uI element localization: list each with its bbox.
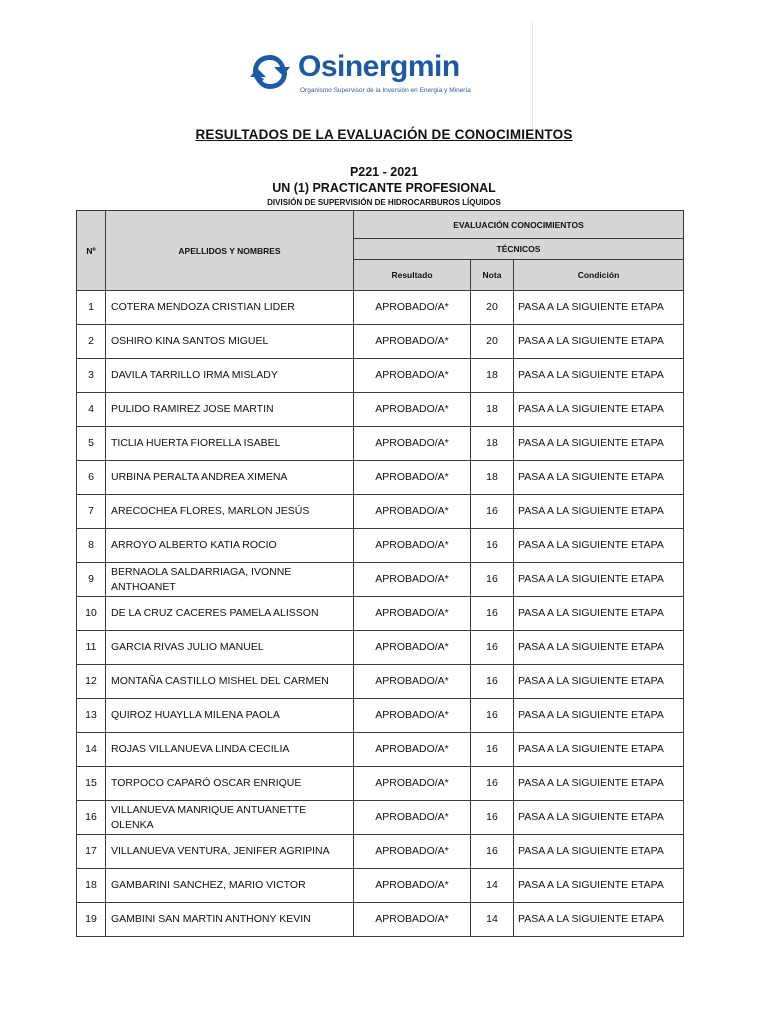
row-name: MONTAÑA CASTILLO MISHEL DEL CARMEN [106, 665, 354, 699]
row-grade: 16 [471, 631, 514, 665]
row-grade: 20 [471, 291, 514, 325]
document-title: RESULTADOS DE LA EVALUACIÓN DE CONOCIMIENTOS [195, 127, 573, 142]
row-result: APROBADO/A* [354, 461, 471, 495]
division-name: DIVISIÓN DE SUPERVISIÓN DE HIDROCARBUROS LÍQUIDOS [267, 198, 501, 207]
row-condition: PASA A LA SIGUIENTE ETAPA [514, 529, 684, 563]
row-result: APROBADO/A* [354, 495, 471, 529]
row-grade: 16 [471, 529, 514, 563]
row-result: APROBADO/A* [354, 359, 471, 393]
row-grade: 16 [471, 665, 514, 699]
row-number: 18 [77, 869, 106, 903]
row-result: APROBADO/A* [354, 767, 471, 801]
table-row [77, 869, 684, 903]
header-evaluation-group: EVALUACIÓN CONOCIMIENTOS [354, 211, 684, 239]
header-result: Resultado [354, 260, 471, 291]
row-grade: 18 [471, 461, 514, 495]
row-name: URBINA PERALTA ANDREA XIMENA [106, 461, 354, 495]
row-number: 9 [77, 563, 106, 597]
row-condition: PASA A LA SIGUIENTE ETAPA [514, 461, 684, 495]
row-number: 11 [77, 631, 106, 665]
row-result: APROBADO/A* [354, 869, 471, 903]
row-grade: 16 [471, 495, 514, 529]
row-grade: 16 [471, 801, 514, 835]
row-grade: 14 [471, 869, 514, 903]
row-name: COTERA MENDOZA CRISTIAN LIDER [106, 291, 354, 325]
row-result: APROBADO/A* [354, 903, 471, 937]
row-condition: PASA A LA SIGUIENTE ETAPA [514, 903, 684, 937]
row-grade: 18 [471, 393, 514, 427]
row-name: ROJAS VILLANUEVA LINDA CECILIA [106, 733, 354, 767]
header-names: APELLIDOS Y NOMBRES [106, 211, 354, 291]
row-number: 10 [77, 597, 106, 631]
row-result: APROBADO/A* [354, 801, 471, 835]
row-name: TICLIA HUERTA FIORELLA ISABEL [106, 427, 354, 461]
row-result: APROBADO/A* [354, 325, 471, 359]
table-row [77, 529, 684, 563]
row-condition: PASA A LA SIGUIENTE ETAPA [514, 597, 684, 631]
row-grade: 18 [471, 427, 514, 461]
row-condition: PASA A LA SIGUIENTE ETAPA [514, 665, 684, 699]
table-row [77, 325, 684, 359]
row-condition: PASA A LA SIGUIENTE ETAPA [514, 835, 684, 869]
header-grade: Nota [471, 260, 514, 291]
row-number: 13 [77, 699, 106, 733]
row-result: APROBADO/A* [354, 631, 471, 665]
osinergmin-logo [248, 48, 508, 100]
header-technical-subgroup: TÉCNICOS [354, 239, 684, 260]
process-code: P221 - 2021 [349, 165, 419, 179]
table-row [77, 767, 684, 801]
table-row [77, 631, 684, 665]
results-body [77, 291, 684, 937]
row-result: APROBADO/A* [354, 733, 471, 767]
row-number: 5 [77, 427, 106, 461]
row-grade: 20 [471, 325, 514, 359]
row-name: GAMBARINI SANCHEZ, MARIO VICTOR [106, 869, 354, 903]
row-number: 15 [77, 767, 106, 801]
row-number: 1 [77, 291, 106, 325]
table-row [77, 427, 684, 461]
row-result: APROBADO/A* [354, 529, 471, 563]
row-condition: PASA A LA SIGUIENTE ETAPA [514, 393, 684, 427]
row-grade: 16 [471, 835, 514, 869]
logo-swirl-icon [248, 52, 292, 92]
row-number: 7 [77, 495, 106, 529]
table-row [77, 801, 684, 835]
row-name: PULIDO RAMIREZ JOSE MARTIN [106, 393, 354, 427]
row-name: ARROYO ALBERTO KATIA ROCIO [106, 529, 354, 563]
row-condition: PASA A LA SIGUIENTE ETAPA [514, 699, 684, 733]
table-row [77, 699, 684, 733]
row-name: VILLANUEVA VENTURA, JENIFER AGRIPINA [106, 835, 354, 869]
row-name: VILLANUEVA MANRIQUE ANTUANETTE OLENKA [106, 801, 354, 835]
position-title: UN (1) PRACTICANTE PROFESIONAL [272, 181, 496, 195]
header-condition: Condición [514, 260, 684, 291]
row-condition: PASA A LA SIGUIENTE ETAPA [514, 495, 684, 529]
table-row [77, 495, 684, 529]
table-row [77, 733, 684, 767]
row-condition: PASA A LA SIGUIENTE ETAPA [514, 801, 684, 835]
row-name: DE LA CRUZ CACERES PAMELA ALISSON [106, 597, 354, 631]
row-grade: 16 [471, 597, 514, 631]
row-name: BERNAOLA SALDARRIAGA, IVONNE ANTHOANET [106, 563, 354, 597]
row-number: 12 [77, 665, 106, 699]
table-row [77, 665, 684, 699]
row-name: ARECOCHEA FLORES, MARLON JESÚS [106, 495, 354, 529]
row-condition: PASA A LA SIGUIENTE ETAPA [514, 359, 684, 393]
row-number: 8 [77, 529, 106, 563]
row-result: APROBADO/A* [354, 291, 471, 325]
row-number: 4 [77, 393, 106, 427]
row-grade: 16 [471, 699, 514, 733]
row-grade: 14 [471, 903, 514, 937]
table-row [77, 563, 684, 597]
table-row [77, 359, 684, 393]
row-name: OSHIRO KINA SANTOS MIGUEL [106, 325, 354, 359]
row-result: APROBADO/A* [354, 835, 471, 869]
results-table [76, 210, 684, 937]
row-grade: 16 [471, 767, 514, 801]
row-name: GAMBINI SAN MARTIN ANTHONY KEVIN [106, 903, 354, 937]
row-result: APROBADO/A* [354, 597, 471, 631]
table-row [77, 835, 684, 869]
row-result: APROBADO/A* [354, 393, 471, 427]
row-number: 17 [77, 835, 106, 869]
row-result: APROBADO/A* [354, 427, 471, 461]
row-number: 19 [77, 903, 106, 937]
row-number: 3 [77, 359, 106, 393]
row-number: 16 [77, 801, 106, 835]
row-grade: 18 [471, 359, 514, 393]
logo-tagline: Organismo Supervisor de la Inversión en Energía y Minería [300, 87, 471, 94]
row-number: 6 [77, 461, 106, 495]
table-row [77, 291, 684, 325]
row-number: 14 [77, 733, 106, 767]
row-condition: PASA A LA SIGUIENTE ETAPA [514, 733, 684, 767]
row-grade: 16 [471, 733, 514, 767]
row-condition: PASA A LA SIGUIENTE ETAPA [514, 427, 684, 461]
table-row [77, 393, 684, 427]
row-condition: PASA A LA SIGUIENTE ETAPA [514, 325, 684, 359]
row-condition: PASA A LA SIGUIENTE ETAPA [514, 291, 684, 325]
row-name: TORPOCO CAPARÓ OSCAR ENRIQUE [106, 767, 354, 801]
table-row [77, 597, 684, 631]
row-result: APROBADO/A* [354, 699, 471, 733]
row-condition: PASA A LA SIGUIENTE ETAPA [514, 869, 684, 903]
header-number: Nº [77, 211, 106, 291]
row-name: QUIROZ HUAYLLA MILENA PAOLA [106, 699, 354, 733]
row-condition: PASA A LA SIGUIENTE ETAPA [514, 767, 684, 801]
table-row [77, 903, 684, 937]
table-row [77, 461, 684, 495]
row-result: APROBADO/A* [354, 563, 471, 597]
row-number: 2 [77, 325, 106, 359]
header-divider [532, 22, 533, 130]
logo-wordmark: Osinergmin [298, 50, 460, 83]
row-name: GARCIA RIVAS JULIO MANUEL [106, 631, 354, 665]
row-condition: PASA A LA SIGUIENTE ETAPA [514, 563, 684, 597]
row-result: APROBADO/A* [354, 665, 471, 699]
row-condition: PASA A LA SIGUIENTE ETAPA [514, 631, 684, 665]
row-grade: 16 [471, 563, 514, 597]
row-name: DAVILA TARRILLO IRMA MISLADY [106, 359, 354, 393]
